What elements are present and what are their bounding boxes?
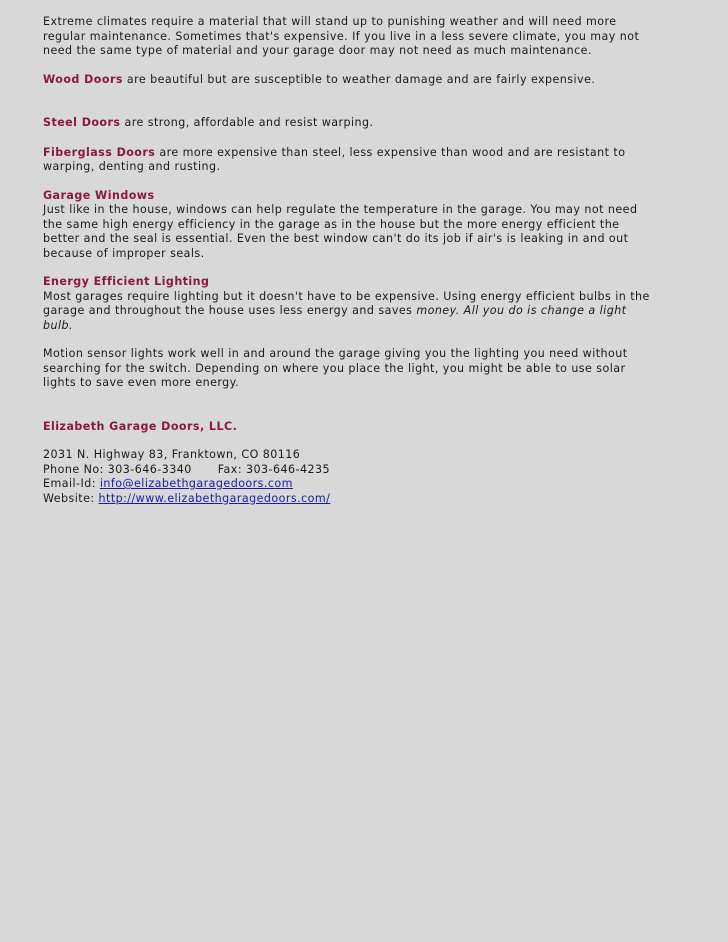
email-line bbox=[43, 477, 653, 492]
motion-sensor-text: Motion sensor lights work well in and around the garage giving you the lighting you need without searching for the switch. Depending on where you place the light, you might be able to use solar lights to save even more energy. bbox=[43, 347, 628, 389]
steel-doors-term: Steel Doors bbox=[43, 116, 121, 129]
wood-doors-term: Wood Doors bbox=[43, 72, 123, 86]
intro-text: Extreme climates require a material that will stand up to punishing weather and will need more regular maintenance. Sometimes that's expensive. If you live in a less severe climate, you may not need the same type of material and your garage door may not need as much maintenance. bbox=[43, 15, 640, 57]
phone-label: Phone No: bbox=[43, 462, 108, 476]
company-name-paragraph bbox=[43, 420, 653, 435]
lighting-section bbox=[43, 275, 653, 333]
wood-doors-text: are beautiful but are susceptible to weather damage and are fairly expensive. bbox=[122, 72, 596, 86]
lighting-heading: Energy Efficient Lighting bbox=[43, 275, 210, 288]
website-link[interactable]: http://www.elizabethgaragedoors.com/ bbox=[98, 491, 331, 505]
address-line: 2031 N. Highway 83, Franktown, CO 80116 bbox=[43, 448, 301, 461]
wood-doors-paragraph bbox=[43, 73, 653, 88]
steel-doors-text: are strong, affordable and resist warping. bbox=[120, 116, 374, 129]
garage-windows-text: Just like in the house, windows can help regulate the temperature in the garage. You may not need the same high energy efficiency in the garage as in the house but the more energy efficient the better and the seal is essential. Even the best window can't do its job if air's is leaking in and out because of improper seals. bbox=[43, 203, 638, 260]
email-label: Email-Id: bbox=[43, 477, 100, 490]
email-link[interactable]: info@elizabethgaragedoors.com bbox=[99, 477, 293, 490]
fiberglass-doors-term: Fiberglass Doors bbox=[43, 145, 156, 159]
fiberglass-doors-paragraph bbox=[43, 146, 653, 175]
phone-number: 303-646-3340 bbox=[107, 462, 192, 476]
contact-block bbox=[43, 448, 653, 506]
garage-windows-section bbox=[43, 189, 653, 262]
lighting-italic-text: money. All you do is change a light bulb. bbox=[43, 304, 627, 332]
fax-label: Fax: bbox=[217, 462, 246, 476]
company-name: Elizabeth Garage Doors, LLC. bbox=[43, 419, 238, 433]
phone-fax-line bbox=[43, 463, 653, 478]
steel-doors-paragraph bbox=[43, 116, 653, 131]
website-label: Website: bbox=[43, 491, 99, 505]
garage-windows-heading: Garage Windows bbox=[43, 188, 155, 202]
fiberglass-doors-text: are more expensive than steel, less expensive than wood and are resistant to warping, denting and rusting. bbox=[43, 145, 626, 173]
intro-paragraph bbox=[43, 15, 653, 59]
website-line bbox=[43, 492, 653, 507]
fax-number: 303-646-4235 bbox=[246, 462, 330, 476]
lighting-text: Most garages require lighting but it doesn't have to be expensive. Using energy efficient bulbs in the garage and throughout the house uses less energy and saves bbox=[43, 289, 650, 317]
motion-sensor-paragraph bbox=[43, 347, 653, 391]
